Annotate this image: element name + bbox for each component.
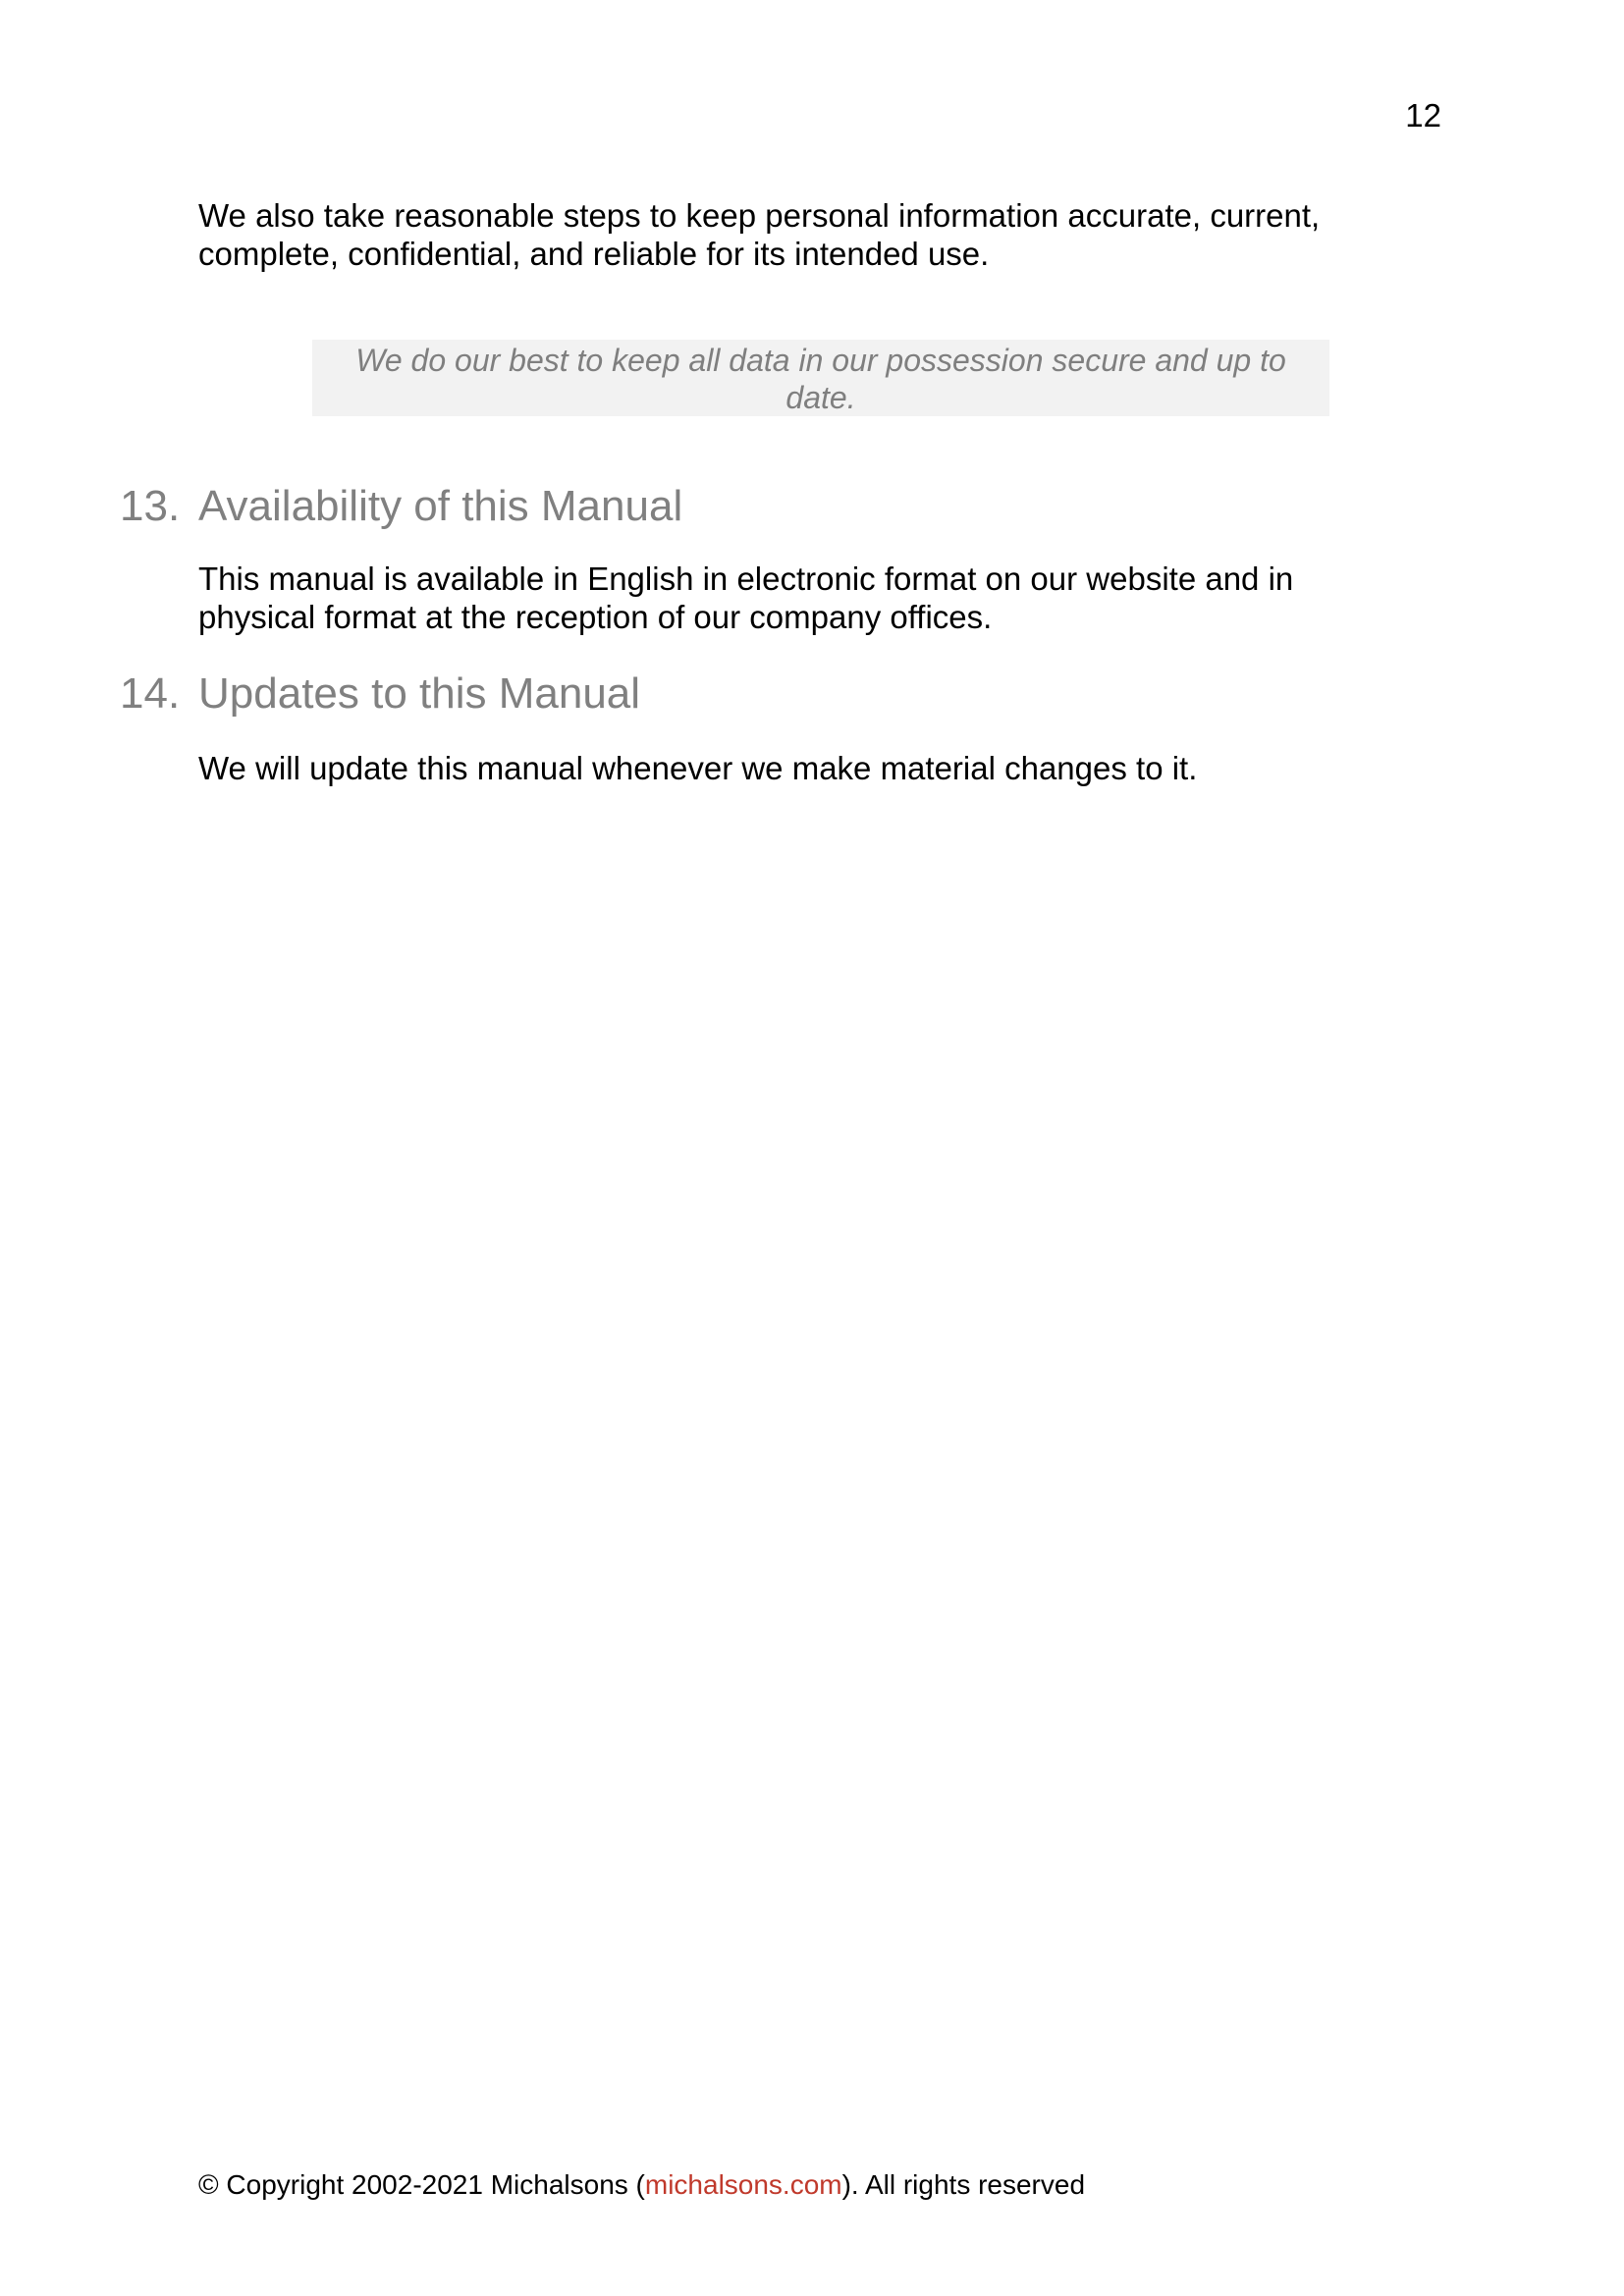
section-13-title: Availability of this Manual <box>198 482 683 530</box>
section-14-title: Updates to this Manual <box>198 669 641 718</box>
section-13-number: 13. <box>120 482 181 530</box>
footer-suffix: ). All rights reserved <box>841 2169 1086 2200</box>
section-14-body: We will update this manual whenever we make material changes to it. <box>198 750 1198 786</box>
section-14-heading <box>120 668 640 720</box>
section-13-body: This manual is available in English in electronic format on our website and in physical format at the reception of our company offices. <box>198 561 1294 635</box>
section-14-number: 14. <box>120 669 181 718</box>
footer-prefix: © Copyright 2002-2021 Michalsons ( <box>198 2169 645 2200</box>
page-number: 12 <box>1405 97 1441 133</box>
callout-box: We do our best to keep all data in our possession secure and up to date. <box>312 340 1329 416</box>
footer-link[interactable]: michalsons.com <box>644 2169 842 2200</box>
footer-copyright <box>198 2168 1085 2202</box>
section-13-heading <box>120 481 682 532</box>
intro-paragraph: We also take reasonable steps to keep personal information accurate, current, complete, confidential, and reliable for its intended use. <box>198 197 1321 272</box>
